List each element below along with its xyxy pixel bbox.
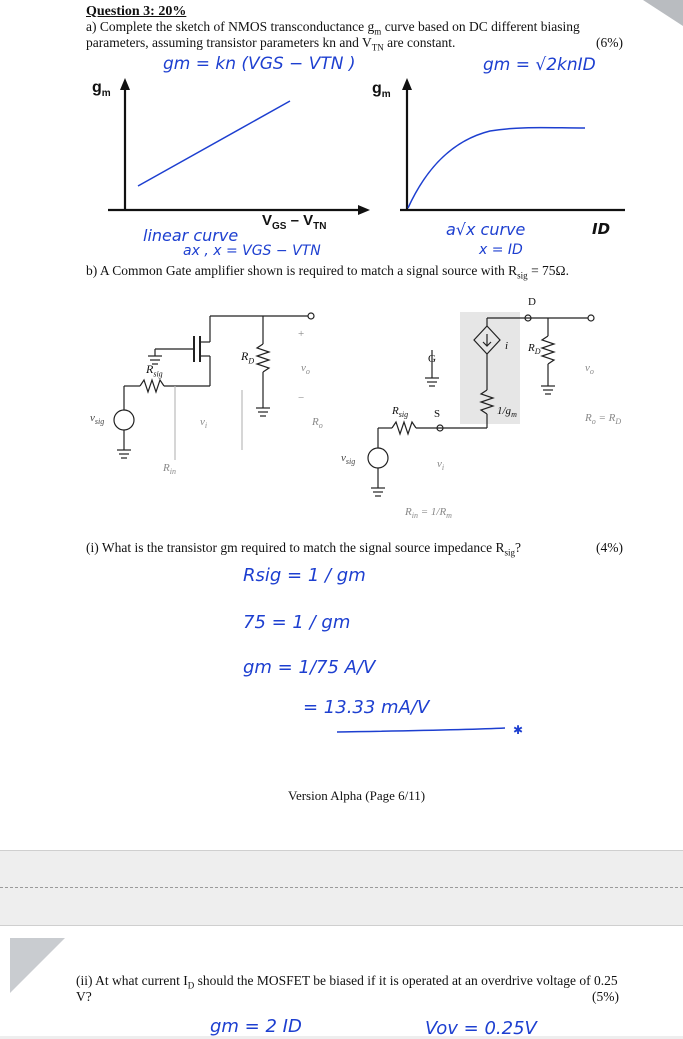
label-rin-eq-sub2: m (446, 511, 452, 521)
label-ro-eq-r: R (585, 412, 592, 424)
label-vi-right (437, 458, 444, 472)
label-rin-eq-end: = 1/R (417, 506, 447, 518)
part-b-i-text: (i) What is the transistor gm required to match the signal source impedance R (86, 540, 505, 555)
hw-solution-line3: gm = 1/75 A/V (243, 657, 376, 678)
part-a-line2 (86, 35, 455, 53)
label-ro-eq-end: = R (595, 412, 616, 424)
rsig-resistor-right (392, 422, 416, 434)
label-minus-left: − (298, 392, 305, 404)
page-divider (0, 887, 683, 888)
part-b-i-sub: sig (504, 547, 516, 558)
left-x-mid: – V (286, 212, 314, 229)
sqrt-gm-graph (380, 76, 640, 226)
label-vo-right-v: v (585, 362, 590, 374)
label-vsig-right-sub: sig (345, 457, 356, 467)
part-b-i-marks: (4%) (596, 540, 623, 555)
label-vi-left (200, 416, 207, 430)
label-rin-left (163, 462, 176, 476)
part-a-marks: (6%) (596, 35, 623, 50)
hw-sqrt-expr: x = ID (479, 242, 523, 258)
part-b-i-question (86, 540, 521, 558)
label-gate: G (428, 353, 436, 365)
label-rin-left-sub: in (169, 467, 176, 477)
label-ro-left-r: R (312, 416, 319, 428)
label-rsig-left-sub: sig (153, 369, 163, 379)
left-y-sub: m (101, 88, 111, 100)
label-plus-left: + (298, 328, 305, 340)
part-a-sub: m (374, 26, 382, 37)
hw-page2-left: gm = 2 ID (210, 1016, 302, 1037)
label-ro-eq-sub: o (591, 417, 596, 427)
label-rin-eq-sub: in (411, 511, 418, 521)
x-axis-id-label: ID (592, 220, 611, 238)
part-b-sub: sig (517, 270, 528, 281)
linear-gm-curve (138, 101, 290, 186)
hw-page2-right: Vov = 0.25V (425, 1018, 537, 1039)
part-a-text-end: curve based on DC different biasing (381, 19, 580, 34)
part-b-ii-line1 (76, 973, 618, 991)
label-rsig-left (146, 362, 163, 378)
rsig-resistor-left (140, 380, 164, 392)
label-vi-right-v: v (437, 458, 442, 470)
hw-linear-expr: ax , x = VGS − VTN (183, 243, 321, 259)
label-vsig-right-v: v (341, 452, 346, 464)
label-rsig-left-r: R (146, 362, 154, 376)
label-rd-left-r: R (241, 349, 249, 363)
part-a-text: a) Complete the sketch of NMOS transconductance g (86, 19, 375, 34)
part-b-ii-text: (ii) At what current I (76, 973, 188, 988)
rd-resistor-right (542, 336, 554, 364)
label-vo-right (585, 362, 594, 376)
hw-gm-formula-right: gm = √2knID (483, 55, 596, 75)
part-b-i-end: ? (515, 540, 522, 555)
page-curl-corner (643, 0, 683, 26)
hw-gm-formula-left: gm = kn (VGS − VTN ) (163, 54, 356, 74)
label-rsig-right-r: R (392, 405, 399, 417)
hw-sqrt-curve: a√x curve (446, 220, 526, 239)
label-rd-right-sub: D (534, 347, 541, 357)
right-y-g: g (372, 80, 382, 97)
label-rd-left (241, 349, 254, 365)
right-y-axis-label (372, 80, 391, 100)
label-ro-left (312, 416, 323, 430)
left-y-g: g (92, 79, 102, 96)
part-a-text2: parameters, assuming transistor parameters kn and V (86, 35, 372, 50)
label-vsig-left-sub: sig (94, 417, 105, 427)
label-rd-right-r: R (528, 342, 535, 354)
exam-page-7 (0, 925, 683, 1039)
left-y-axis-label (92, 79, 111, 99)
page-curl-corner-2 (10, 938, 65, 993)
label-rin-left-r: R (163, 462, 170, 474)
label-rsig-right-sub: sig (398, 410, 409, 420)
label-one-over-gm-sub: m (511, 410, 517, 420)
page-footer: Version Alpha (Page 6/11) (288, 788, 426, 803)
part-b-ii-line2: V? (76, 989, 92, 1004)
label-vo-left-v: v (301, 362, 306, 374)
label-one-over-gm-text: 1/g (497, 405, 512, 417)
part-b-line (86, 263, 569, 281)
label-vo-left (301, 362, 310, 376)
label-rin-eq-r: R (405, 506, 412, 518)
hw-solution-line1: Rsig = 1 / gm (243, 565, 366, 586)
label-vi-left-v: v (200, 416, 205, 428)
label-drain: D (528, 296, 536, 308)
label-one-over-gm (497, 405, 517, 419)
sqrt-gm-curve (408, 128, 585, 208)
question-title: Question 3: 20% (86, 4, 187, 19)
hw-solution-line2: 75 = 1 / gm (243, 612, 351, 633)
label-rsig-right (392, 405, 408, 419)
part-b-ii-text-end: should the MOSFET be biased if it is operated at an overdrive voltage of 0.25 (194, 973, 618, 988)
hw-solution-line4: = 13.33 mA/V (303, 697, 430, 718)
left-x-sub2: TN (313, 221, 327, 232)
answer-star-icon: ✱ (513, 723, 524, 737)
part-a-sub2: TN (371, 42, 384, 53)
part-b-text: b) A Common Gate amplifier shown is required to match a signal source with R (86, 263, 518, 278)
label-vsig-left-v: v (90, 412, 95, 424)
label-ro-eq-sub2: D (615, 417, 622, 427)
answer-underline (335, 722, 535, 738)
label-vsig-right (341, 452, 355, 466)
vsig-source-left (114, 410, 134, 430)
hw-linear-curve: linear curve (143, 226, 239, 245)
right-y-sub: m (381, 89, 391, 101)
vsig-source-right (368, 448, 388, 468)
label-vsig-left (90, 412, 104, 426)
part-b-ii-marks: (5%) (592, 989, 619, 1004)
common-gate-circuits (80, 290, 640, 520)
linear-gm-graph (90, 76, 380, 226)
label-ro-eq (585, 412, 621, 426)
label-rd-left-sub: D (248, 356, 255, 366)
label-vi-right-sub: i (441, 463, 445, 473)
part-a-text2-end: are constant. (383, 35, 456, 50)
left-x-v: V (262, 212, 273, 229)
label-source: S (434, 408, 441, 420)
label-current-i: i (505, 340, 509, 352)
part-b-ii-sub: D (187, 980, 195, 991)
label-vo-right-sub: o (589, 367, 594, 377)
left-x-sub1: GS (272, 221, 287, 232)
label-vi-left-sub: i (204, 421, 208, 431)
left-x-axis-label (262, 212, 327, 232)
label-vo-left-sub: o (305, 367, 310, 377)
label-ro-left-sub: o (318, 421, 323, 431)
label-rin-eq (405, 506, 452, 520)
label-rd-right (528, 342, 541, 356)
rd-resistor-left (257, 344, 269, 372)
part-b-end: = 75Ω. (527, 263, 569, 278)
